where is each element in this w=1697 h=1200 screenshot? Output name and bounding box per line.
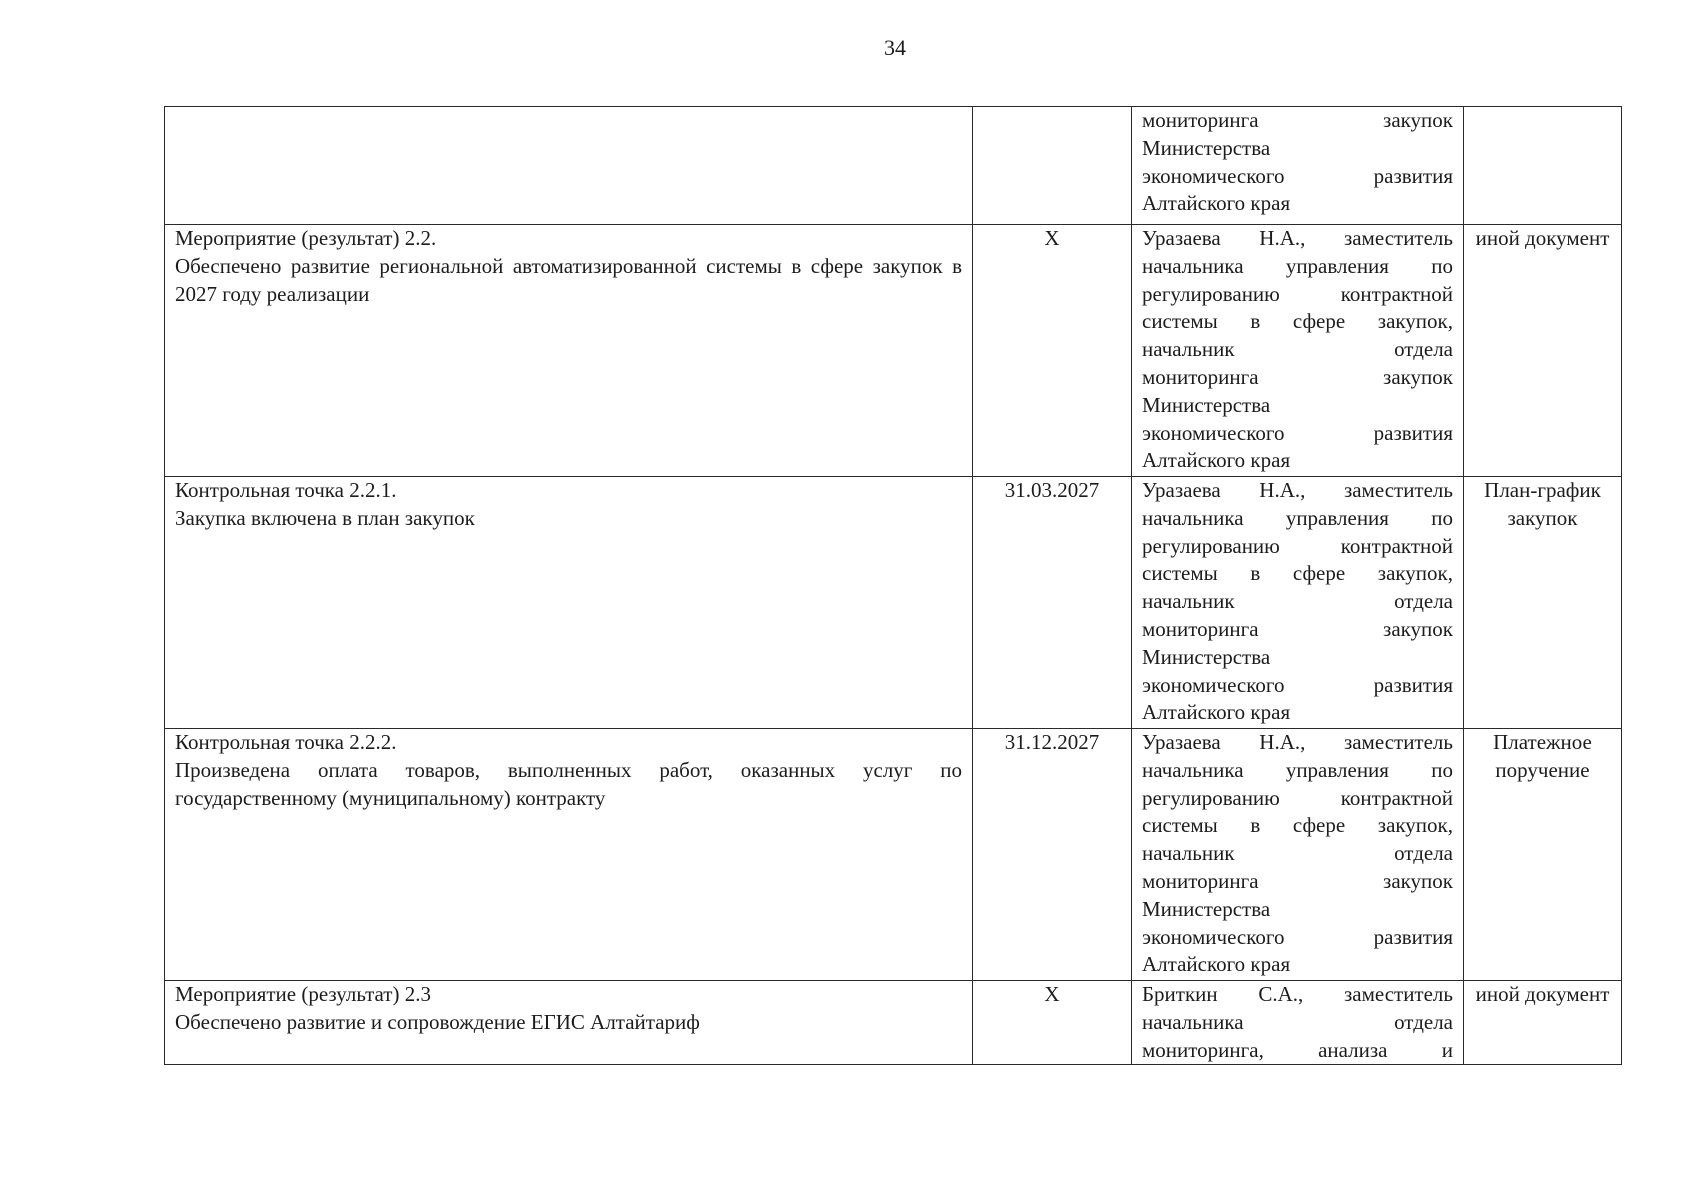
activity-title: Мероприятие (результат) 2.2. bbox=[175, 226, 437, 250]
responsible-line: мониторинга закупок bbox=[1142, 108, 1453, 132]
document-cell: План-график закупок bbox=[1464, 477, 1622, 729]
responsible-line: начальника управления по bbox=[1142, 253, 1453, 278]
responsible-line: Уразаева Н.А., заместитель bbox=[1142, 226, 1453, 250]
document-cell: иной документ bbox=[1464, 981, 1622, 1065]
table-row bbox=[165, 107, 1622, 225]
control-point-text: Произведена оплата товаров, выполненных работ, оказанных услуг по государственному (муниципальному) контракту bbox=[175, 757, 962, 810]
responsible-line: экономического развития bbox=[1142, 672, 1453, 697]
plan-table bbox=[164, 106, 1622, 1065]
table-row bbox=[165, 729, 1622, 981]
control-point-cell bbox=[165, 729, 973, 981]
responsible-line: мониторинга, анализа и bbox=[1142, 1037, 1453, 1062]
document-cell bbox=[1464, 107, 1622, 225]
activity-text: Обеспечено развитие региональной автоматизированной системы в сфере закупок в 2027 году реализации bbox=[175, 253, 962, 306]
activity-cell bbox=[165, 107, 973, 225]
responsible-line: мониторинга закупок bbox=[1142, 364, 1453, 389]
responsible-line: Алтайского края bbox=[1142, 700, 1291, 725]
page-number: 34 bbox=[884, 35, 906, 60]
control-point-title: Контрольная точка 2.2.2. bbox=[175, 730, 397, 754]
responsible-cell bbox=[1132, 981, 1464, 1065]
responsible-line: системы в сфере закупок, bbox=[1142, 813, 1453, 838]
responsible-line: регулированию контрактной bbox=[1142, 785, 1453, 810]
responsible-line: начальника управления по bbox=[1142, 757, 1453, 782]
responsible-cell bbox=[1132, 729, 1464, 981]
responsible-line: мониторинга закупок bbox=[1142, 616, 1453, 641]
responsible-cell bbox=[1132, 225, 1464, 477]
responsible-line: регулированию контрактной bbox=[1142, 281, 1453, 306]
control-point-title: Контрольная точка 2.2.1. bbox=[175, 478, 397, 502]
responsible-line: Уразаева Н.А., заместитель bbox=[1142, 730, 1453, 754]
responsible-line: Уразаева Н.А., заместитель bbox=[1142, 478, 1453, 502]
responsible-line: Алтайского края bbox=[1142, 191, 1291, 216]
responsible-line: регулированию контрактной bbox=[1142, 533, 1453, 558]
deadline-cell bbox=[973, 107, 1132, 225]
responsible-line: экономического развития bbox=[1142, 163, 1453, 188]
activity-cell bbox=[165, 225, 973, 477]
responsible-line: начальник отдела bbox=[1142, 841, 1453, 866]
responsible-cell bbox=[1132, 107, 1464, 225]
responsible-line: начальник отдела bbox=[1142, 589, 1453, 614]
activity-title: Мероприятие (результат) 2.3 bbox=[175, 982, 431, 1006]
deadline-cell: 31.03.2027 bbox=[973, 477, 1132, 729]
responsible-line: Министерства bbox=[1142, 896, 1271, 921]
table-row bbox=[165, 225, 1622, 477]
responsible-line: Алтайского края bbox=[1142, 952, 1291, 977]
document-cell: Платежное поручение bbox=[1464, 729, 1622, 981]
responsible-line: начальник отдела bbox=[1142, 337, 1453, 362]
responsible-line: экономического развития bbox=[1142, 420, 1453, 445]
responsible-line: Министерства bbox=[1142, 644, 1271, 669]
responsible-line: начальника управления по bbox=[1142, 505, 1453, 530]
deadline-cell: X bbox=[973, 225, 1132, 477]
deadline-cell: 31.12.2027 bbox=[973, 729, 1132, 981]
activity-text: Обеспечено развитие и сопровождение ЕГИС Алтайтариф bbox=[175, 1009, 700, 1034]
responsible-line: Бриткин С.А., заместитель bbox=[1142, 982, 1453, 1006]
responsible-line: мониторинга закупок bbox=[1142, 868, 1453, 893]
responsible-line: Министерства bbox=[1142, 135, 1271, 160]
responsible-line: системы в сфере закупок, bbox=[1142, 309, 1453, 334]
responsible-line: экономического развития bbox=[1142, 924, 1453, 949]
control-point-text: Закупка включена в план закупок bbox=[175, 505, 475, 530]
control-point-cell bbox=[165, 477, 973, 729]
responsible-line: системы в сфере закупок, bbox=[1142, 561, 1453, 586]
activity-cell bbox=[165, 981, 973, 1065]
responsible-line: Алтайского края bbox=[1142, 448, 1291, 473]
responsible-line: Министерства bbox=[1142, 392, 1271, 417]
document-cell: иной документ bbox=[1464, 225, 1622, 477]
responsible-cell bbox=[1132, 477, 1464, 729]
responsible-line: начальника отдела bbox=[1142, 1009, 1453, 1034]
table-row bbox=[165, 981, 1622, 1065]
table-row bbox=[165, 477, 1622, 729]
deadline-cell: X bbox=[973, 981, 1132, 1065]
